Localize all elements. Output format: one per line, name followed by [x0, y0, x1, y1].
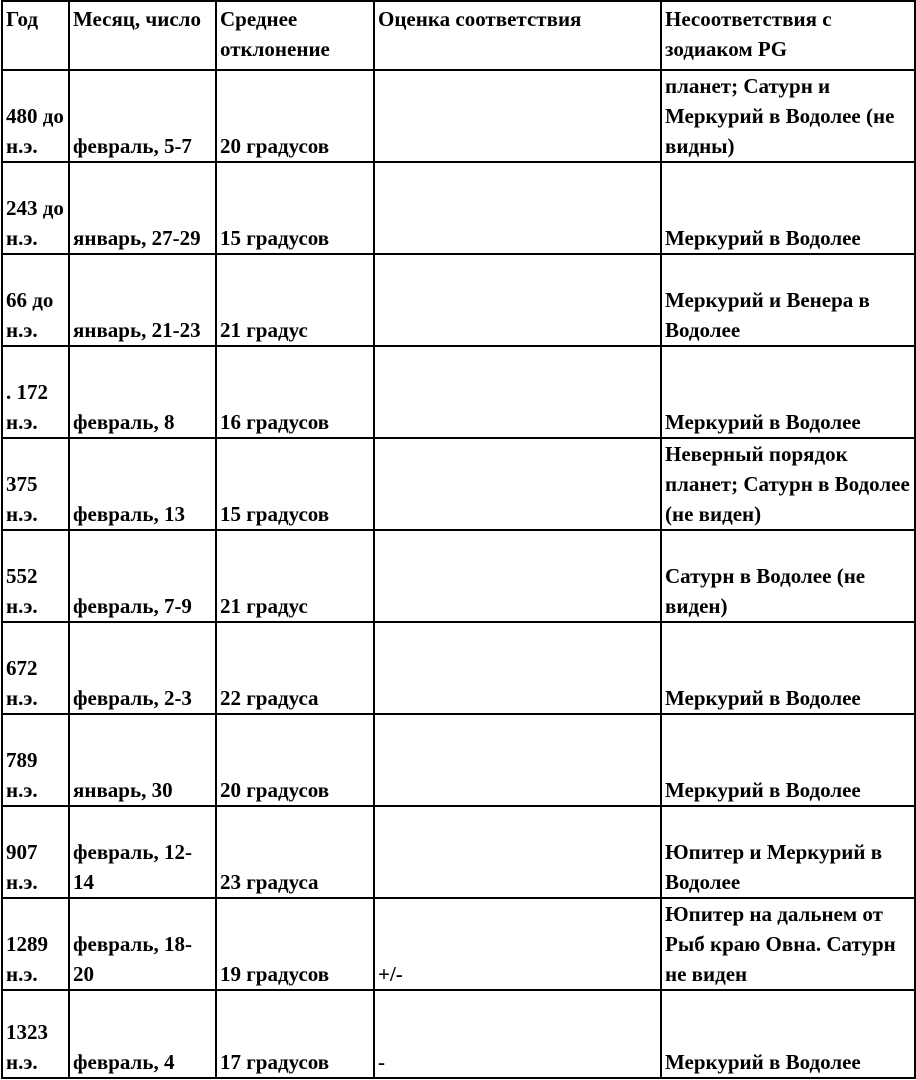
cell-date: февраль, 4: [69, 990, 216, 1078]
cell-assessment: [374, 530, 661, 622]
comparison-table: [1, 0, 916, 1079]
cell-mismatch: планет; Сатурн и Меркурий в Водолее (не видны): [661, 70, 915, 162]
cell-date: февраль, 18-20: [69, 898, 216, 990]
cell-mismatch: Юпитер и Меркурий в Водолее: [661, 806, 915, 898]
header-year: Год: [2, 1, 69, 70]
cell-year: 552 н.э.: [2, 530, 69, 622]
header-mismatch: Несоответствия с зодиаком PG: [661, 1, 915, 70]
cell-deviation: 20 градусов: [216, 714, 374, 806]
cell-mismatch: Меркурий в Водолее: [661, 162, 915, 254]
cell-deviation: 15 градусов: [216, 162, 374, 254]
cell-date: январь, 30: [69, 714, 216, 806]
table-row: [2, 622, 915, 714]
cell-date: январь, 27-29: [69, 162, 216, 254]
header-deviation: Среднее отклонение: [216, 1, 374, 70]
cell-assessment: [374, 714, 661, 806]
cell-mismatch: Меркурий в Водолее: [661, 714, 915, 806]
table-row: [2, 346, 915, 438]
cell-date: январь, 21-23: [69, 254, 216, 346]
cell-mismatch: Сатурн в Водолее (не виден): [661, 530, 915, 622]
table-row: [2, 70, 915, 162]
cell-year: 672 н.э.: [2, 622, 69, 714]
cell-assessment: [374, 806, 661, 898]
cell-assessment: [374, 254, 661, 346]
cell-assessment: [374, 622, 661, 714]
cell-deviation: 21 градус: [216, 254, 374, 346]
table-row: [2, 162, 915, 254]
table-row: [2, 254, 915, 346]
cell-deviation: 22 градуса: [216, 622, 374, 714]
cell-mismatch: Меркурий в Водолее: [661, 622, 915, 714]
cell-deviation: 19 градусов: [216, 898, 374, 990]
cell-year: 907 н.э.: [2, 806, 69, 898]
cell-mismatch: Меркурий в Водолее: [661, 990, 915, 1078]
table-row: [2, 438, 915, 530]
header-row: [2, 1, 915, 70]
cell-year: 243 до н.э.: [2, 162, 69, 254]
table-row: [2, 806, 915, 898]
cell-deviation: 15 градусов: [216, 438, 374, 530]
cell-year: 66 до н.э.: [2, 254, 69, 346]
table-row: [2, 714, 915, 806]
header-date: Месяц, число: [69, 1, 216, 70]
cell-deviation: 16 градусов: [216, 346, 374, 438]
cell-date: февраль, 5-7: [69, 70, 216, 162]
cell-year: 480 до н.э.: [2, 70, 69, 162]
cell-assessment: [374, 346, 661, 438]
table-row: [2, 530, 915, 622]
table-row: [2, 990, 915, 1078]
cell-assessment: [374, 70, 661, 162]
cell-year: 789 н.э.: [2, 714, 69, 806]
cell-deviation: 20 градусов: [216, 70, 374, 162]
table-row: [2, 898, 915, 990]
cell-date: февраль, 2-3: [69, 622, 216, 714]
cell-date: февраль, 8: [69, 346, 216, 438]
header-assessment: Оценка соответствия: [374, 1, 661, 70]
cell-year: . 172 н.э.: [2, 346, 69, 438]
cell-deviation: 23 градуса: [216, 806, 374, 898]
cell-date: февраль, 12-14: [69, 806, 216, 898]
cell-year: 1289 н.э.: [2, 898, 69, 990]
cell-year: 1323 н.э.: [2, 990, 69, 1078]
cell-assessment: +/-: [374, 898, 661, 990]
cell-mismatch: Неверный порядок планет; Сатурн в Водолее (не виден): [661, 438, 915, 530]
cell-mismatch: Меркурий в Водолее: [661, 346, 915, 438]
cell-assessment: [374, 162, 661, 254]
cell-year: 375 н.э.: [2, 438, 69, 530]
cell-deviation: 21 градус: [216, 530, 374, 622]
cell-assessment: [374, 438, 661, 530]
cell-mismatch: Меркурий и Венера в Водолее: [661, 254, 915, 346]
cell-date: февраль, 7-9: [69, 530, 216, 622]
cell-assessment: -: [374, 990, 661, 1078]
cell-mismatch: Юпитер на дальнем от Рыб краю Овна. Сатурн не виден: [661, 898, 915, 990]
cell-deviation: 17 градусов: [216, 990, 374, 1078]
cell-date: февраль, 13: [69, 438, 216, 530]
